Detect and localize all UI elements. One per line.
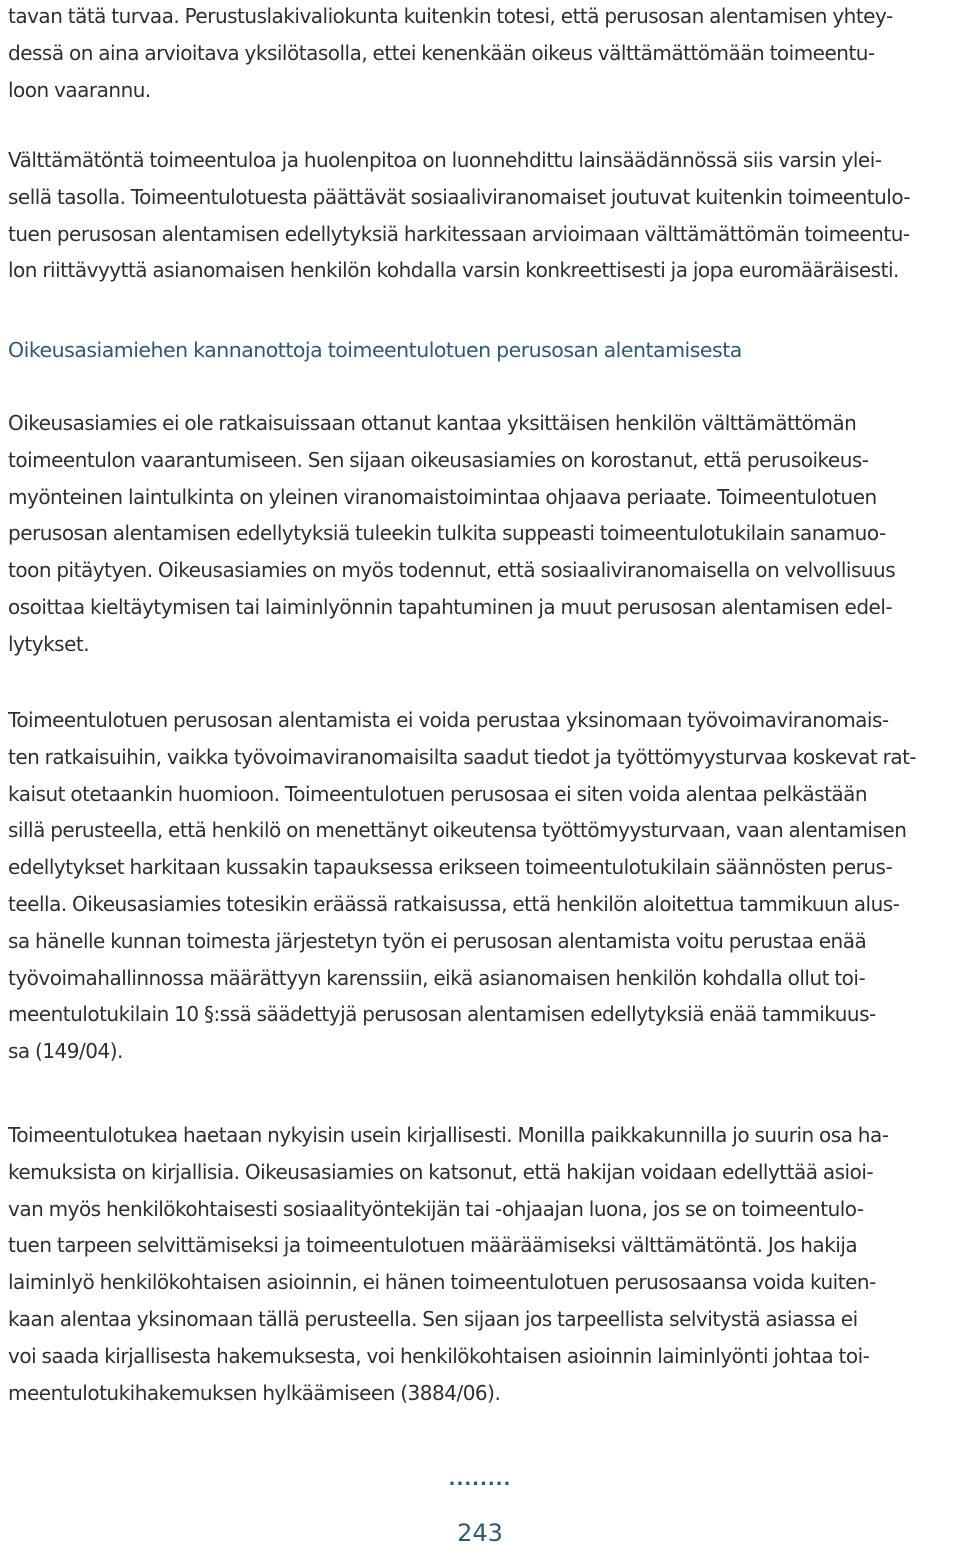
paragraph-written-applications — [8, 1117, 888, 1411]
text-line: laiminlyö henkilökohtaisen asioinnin, ei hänen toimeentulotuen perusosaansa voida kuiten- — [8, 1270, 876, 1295]
text-line: sa hänelle kunnan toimesta järjestetyn työn ei perusosan alentamista voitu perustaa enää — [8, 928, 867, 953]
text-line: osoittaa kieltäytymisen tai laiminlyönnin tapahtuminen ja muut perusosan alentamisen edel- — [8, 594, 893, 619]
text-line: meentulotukihakemuksen hylkäämiseen (3884/06). — [8, 1380, 501, 1405]
text-line: Toimeentulotuen perusosan alentamista ei voida perustaa yksinomaan työvoimaviranomais- — [8, 708, 889, 732]
text-line: van myös henkilökohtaisesti sosiaalityöntekijän tai -ohjaajan luona, jos se on toimeentulo- — [8, 1196, 864, 1221]
text-line: edellytykset harkitaan kussakin tapauksessa erikseen toimeentulotukilain säännösten perus- — [8, 855, 893, 880]
text-line: työvoimahallinnossa määrättyyn karenssiin, eikä asianomaisen henkilön kohdalla ollut toi- — [8, 965, 866, 990]
text-line: tuen perusosan alentamisen edellytyksiä harkitessaan arvioimaan välttämättömän toimeentu- — [8, 221, 910, 246]
text-line: meentulotukilain 10 §:ssä säädettyjä perusosan alentamisen edellytyksiä enää tammikuus- — [8, 1002, 876, 1027]
paragraph-employment-authorities — [8, 702, 916, 1070]
text-line: sa (149/04). — [8, 1039, 123, 1064]
text-line: kaan alentaa yksinomaan tällä perusteella. Sen sijaan jos tarpeellista selvitystä asiassa ei — [8, 1306, 858, 1331]
paragraph-intro-continuation — [8, 0, 893, 108]
text-line: sillä perusteella, että henkilö on menettänyt oikeutensa työttömyysturvaan, vaan alentamisen — [8, 818, 907, 843]
text-line: Oikeusasiamies ei ole ratkaisuissaan ottanut kantaa yksittäisen henkilön välttämättömän — [8, 411, 857, 435]
text-line: loon vaarannu. — [8, 77, 151, 102]
text-line: kemuksista on kirjallisia. Oikeusasiamies on katsonut, että hakijan voidaan edellyttää asioi- — [8, 1159, 874, 1184]
text-line: lytykset. — [8, 631, 90, 656]
text-line: Toimeentulotukea haetaan nykyisin usein kirjallisesti. Monilla paikkakunnilla jo suurin osa ha- — [8, 1123, 889, 1147]
text-line: toon pitäytyen. Oikeusasiamies on myös todennut, että sosiaaliviranomaisella on velvollisuus — [8, 558, 896, 583]
text-line: toimeentulon vaarantumiseen. Sen sijaan oikeusasiamies on korostanut, että perusoikeus- — [8, 447, 869, 472]
text-line: teella. Oikeusasiamies totesikin eräässä ratkaisussa, että henkilön aloitettua tammikuun alus- — [8, 891, 900, 916]
footer-dots: ........ — [448, 1469, 512, 1490]
text-line: perusosan alentamisen edellytyksiä tuleekin tulkita suppeasti toimeentulotukilain sanamuo- — [8, 521, 886, 546]
text-line: kaisut otetaankin huomioon. Toimeentulotuen perusosaa ei siten voida alentaa pelkästään — [8, 781, 868, 806]
section-heading: Oikeusasiamiehen kannanottoja toimeentulotuen perusosan alentamisesta — [8, 338, 742, 362]
text-line: tuen tarpeen selvittämiseksi ja toimeentulotuen määräämiseksi välttämätöntä. Jos hakija — [8, 1233, 858, 1258]
text-line: sellä tasolla. Toimeentulotuesta päättävät sosiaaliviranomaiset joutuvat kuitenkin toimeentulo- — [8, 184, 911, 209]
page-number: 243 — [457, 1519, 503, 1547]
text-line: dessä on aina arvioitava yksilötasolla, ettei kenenkään oikeus välttämättömään toimeentu- — [8, 40, 875, 65]
page-footer — [0, 1470, 960, 1548]
text-line: ten ratkaisuihin, vaikka työvoimaviranomaisilta saadut tiedot ja työttömyysturvaa koskevat rat- — [8, 744, 917, 769]
text-line: tavan tätä turvaa. Perustuslakivaliokunta kuitenkin totesi, että perusosan alentamisen yhtey- — [8, 4, 893, 28]
paragraph-necessary-livelihood — [8, 142, 910, 289]
text-line: voi saada kirjallisesta hakemuksesta, voi henkilökohtaisen asioinnin laiminlyönti johtaa toi- — [8, 1343, 870, 1368]
text-line: Välttämätöntä toimeentuloa ja huolenpitoa on luonnehdittu lainsäädännössä siis varsin ylei- — [8, 148, 882, 172]
text-line: myönteinen laintulkinta on yleinen viranomaistoimintaa ohjaava periaate. Toimeentulotuen — [8, 484, 877, 509]
paragraph-ombudsman-stance — [8, 405, 895, 663]
text-line: lon riittävyyttä asianomaisen henkilön kohdalla varsin konkreettisesti ja jopa euromääräisesti. — [8, 258, 899, 283]
